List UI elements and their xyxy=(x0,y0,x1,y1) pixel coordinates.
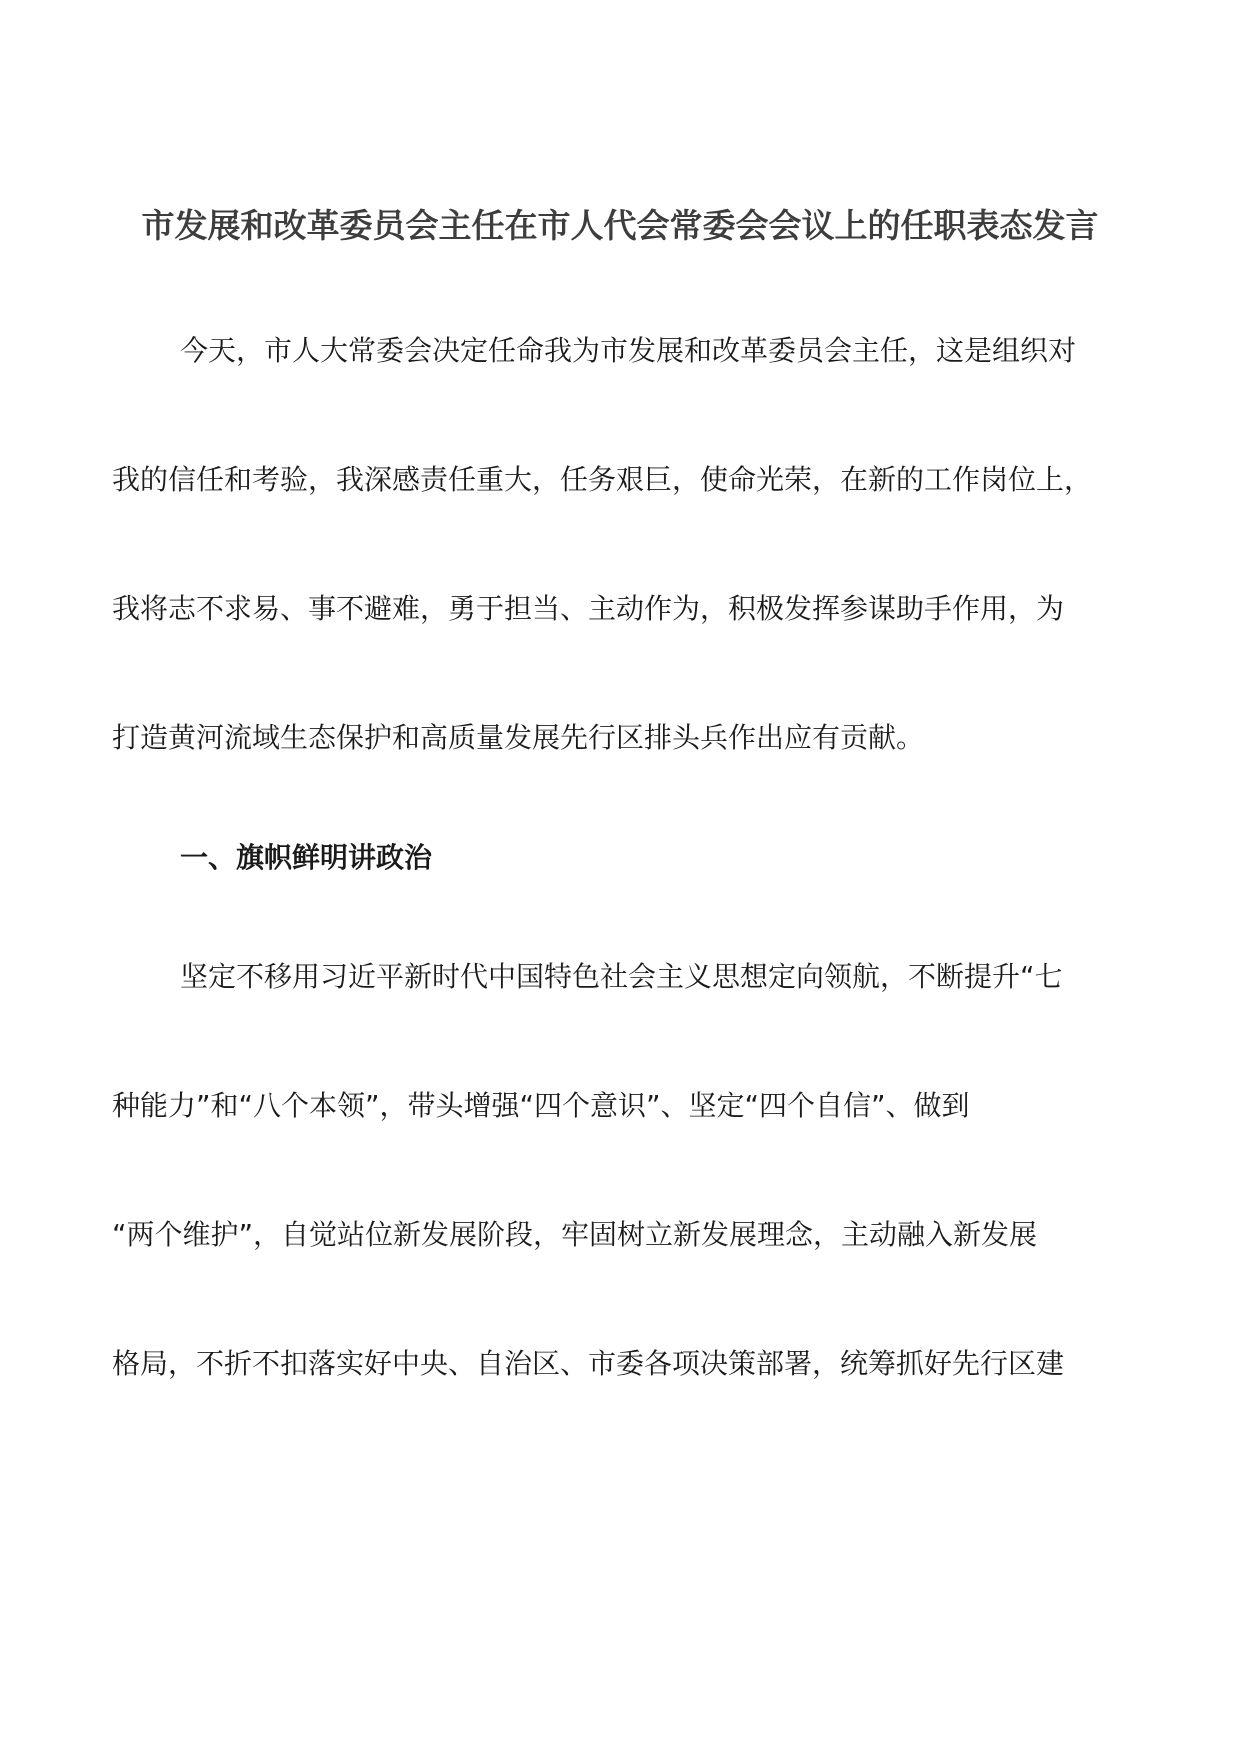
paragraph-line: 我将志不求易、事不避难，勇于担当、主动作为，积极发挥参谋助手作用，为 xyxy=(112,592,1065,625)
paragraph-line: 我的信任和考验，我深感责任重大，任务艰巨，使命光荣，在新的工作岗位上， xyxy=(112,463,1093,496)
document-title: 市发展和改革委员会主任在市人代会常委会会议上的任职表态发言 xyxy=(141,206,1099,245)
paragraph-line: “两个维护”，自觉站位新发展阶段，牢固树立新发展理念，主动融入新发展 xyxy=(112,1218,1038,1251)
paragraph-line: 打造黄河流域生态保护和高质量发展先行区排头兵作出应有贡献。 xyxy=(112,721,925,754)
paragraph-line: 坚定不移用习近平新时代中国特色社会主义思想定向领航，不断提升“七 xyxy=(180,960,1063,993)
paragraph-line: 今天，市人大常委会决定任命我为市发展和改革委员会主任，这是组织对 xyxy=(180,334,1077,367)
paragraph-line: 种能力”和“八个本领”，带头增强“四个意识”、坚定“四个自信”、做到 xyxy=(112,1089,970,1122)
paragraph-line: 格局，不折不扣落实好中央、自治区、市委各项决策部署，统筹抓好先行区建 xyxy=(112,1347,1065,1380)
section-heading: 一、旗帜鲜明讲政治 xyxy=(180,841,433,874)
